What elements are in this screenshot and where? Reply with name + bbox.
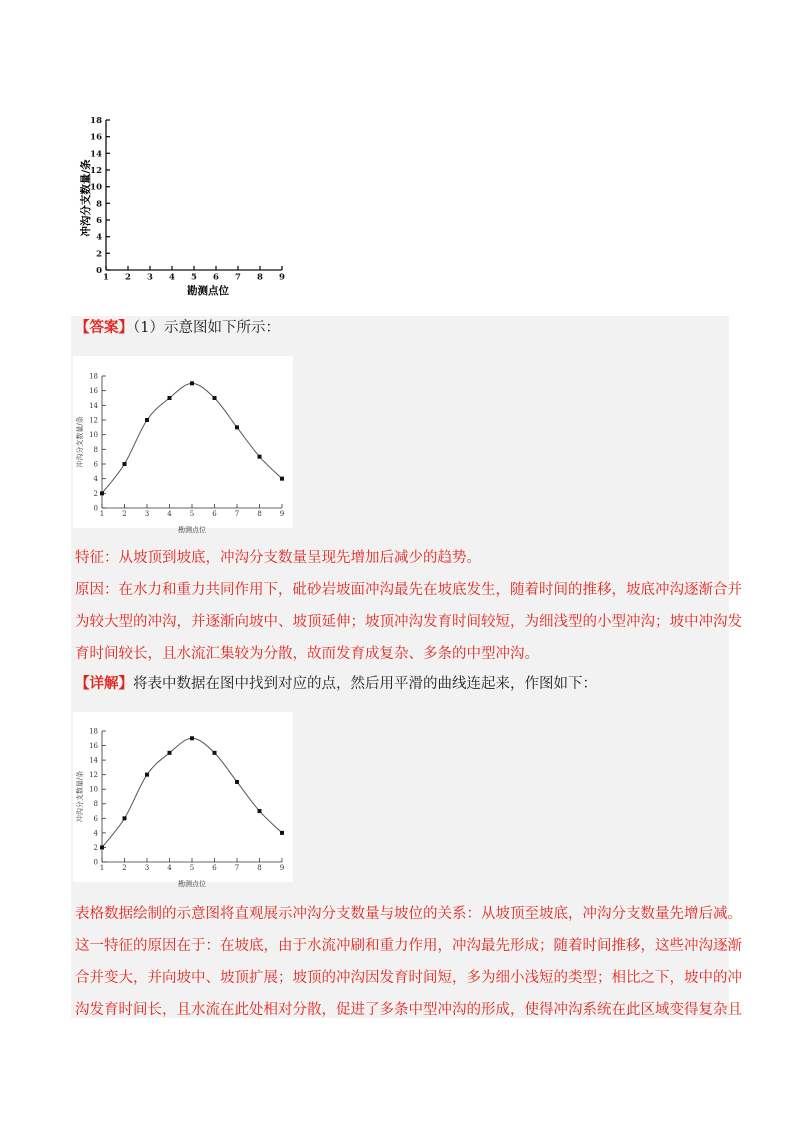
feature-text: 特征：从坡顶到坡底，冲沟分支数量呈现先增加后减少的趋势。 (75, 550, 481, 566)
data-point (213, 396, 217, 400)
y-tick-label: 0 (93, 504, 98, 513)
y-tick-label: 14 (90, 149, 102, 160)
data-point (213, 751, 217, 755)
x-tick-label: 8 (257, 510, 262, 518)
data-point (190, 381, 194, 385)
y-tick-label: 14 (89, 756, 98, 765)
data-point (145, 773, 149, 777)
answer-heading (75, 318, 280, 338)
x-axis-label: 勘测点位 (178, 880, 206, 888)
x-tick-label: 2 (122, 510, 127, 518)
x-tick-label: 9 (279, 864, 285, 872)
y-tick-label: 0 (96, 265, 102, 276)
y-tick-label: 4 (93, 829, 98, 838)
y-tick-label: 8 (96, 199, 102, 210)
data-point (258, 809, 262, 813)
detail-chart-image (73, 712, 293, 888)
y-tick-label: 12 (90, 165, 102, 176)
data-point (123, 816, 127, 820)
y-tick-label: 10 (89, 431, 98, 440)
answer-intro: （1）示意图如下所示： (133, 320, 280, 336)
y-axis-label: 冲沟分支数量/条 (80, 159, 92, 237)
data-point (123, 462, 127, 466)
x-tick-label: 3 (147, 272, 153, 283)
x-tick-label: 8 (257, 864, 262, 872)
detail-line-2: 这一特征的原因在于：在坡底，由于水流冲刷和重力作用，冲沟最先形成；随着时间推移，这些冲沟逐渐 (75, 938, 742, 954)
reason-line-2: 为较大型的冲沟，并逐渐向坡中、坡顶延伸；坡顶冲沟发育时间较短，为细浅型的小型冲沟；坡中冲沟发 (75, 614, 742, 630)
detail-line-3: 合并变大，并向坡中、坡顶扩展；坡顶的冲沟因发育时间短，多为细小浅短的类型；相比之下，坡中的冲 (75, 970, 742, 986)
y-axis-label: 冲沟分支数量/条 (76, 416, 84, 468)
detail-tag: 【详解】 (75, 675, 133, 692)
blank-chart-svg (75, 108, 300, 303)
detail-line-1: 表格数据绘制的示意图将直观展示冲沟分支数量与坡位的关系：从坡顶至坡底，冲沟分支数量先增后减。 (75, 906, 742, 922)
series-line (102, 738, 282, 847)
y-tick-label: 12 (89, 416, 98, 425)
x-tick-label: 2 (125, 272, 131, 283)
x-tick-label: 4 (167, 510, 172, 518)
data-point (235, 780, 239, 784)
data-point (100, 491, 104, 495)
answer-panel (71, 316, 742, 1018)
x-axis-label: 勘测点位 (178, 526, 206, 534)
y-axis-label: 冲沟分支数量/条 (76, 770, 84, 823)
y-tick-label: 10 (89, 785, 98, 794)
x-tick-label: 5 (189, 864, 195, 872)
x-tick-label: 7 (234, 510, 240, 518)
y-tick-label: 2 (93, 843, 98, 852)
y-tick-label: 18 (89, 372, 98, 381)
y-tick-label: 2 (93, 489, 98, 498)
x-tick-label: 6 (213, 272, 219, 283)
x-tick-label: 1 (99, 510, 105, 518)
answer-chart-image (73, 356, 293, 534)
x-tick-label: 9 (279, 272, 285, 283)
x-tick-label: 2 (122, 864, 127, 872)
series-line (102, 383, 282, 493)
y-tick-label: 8 (93, 445, 98, 454)
y-tick-label: 18 (89, 727, 98, 736)
y-tick-label: 16 (90, 132, 102, 143)
y-tick-label: 16 (89, 742, 98, 751)
blank-chart (75, 108, 300, 303)
x-tick-label: 7 (234, 864, 240, 872)
data-point (100, 845, 104, 849)
detail-heading (75, 674, 597, 694)
y-tick-label: 12 (89, 771, 98, 780)
data-point (235, 425, 239, 429)
x-axis-label: 勘测点位 (187, 285, 229, 297)
y-tick-label: 6 (96, 215, 102, 226)
data-point (190, 736, 194, 740)
y-tick-label: 4 (93, 475, 98, 484)
y-tick-label: 18 (90, 115, 102, 126)
y-tick-label: 2 (96, 249, 102, 260)
y-tick-label: 16 (89, 387, 98, 396)
y-tick-label: 6 (93, 460, 98, 469)
x-tick-label: 3 (144, 864, 150, 872)
data-point (145, 418, 149, 422)
detail-line-4: 沟发育时间长，且水流在此处相对分散，促进了多条中型冲沟的形成，使得冲沟系统在此区域变得复杂且 (75, 1002, 742, 1018)
x-tick-label: 3 (144, 510, 150, 518)
x-tick-label: 6 (212, 864, 217, 872)
detail-chart-svg (73, 712, 293, 888)
x-tick-label: 1 (99, 864, 105, 872)
y-tick-label: 10 (90, 182, 102, 193)
x-tick-label: 8 (257, 272, 263, 283)
x-tick-label: 4 (169, 272, 175, 283)
data-point (168, 751, 172, 755)
y-tick-label: 14 (89, 401, 98, 410)
x-tick-label: 9 (279, 510, 285, 518)
data-point (168, 396, 172, 400)
data-point (280, 831, 284, 835)
answer-tag: 【答案】 (75, 319, 133, 336)
reason-line-3: 育时间较长，且水流汇集较为分散，故而发育成复杂、多条的中型冲沟。 (75, 646, 539, 662)
x-tick-label: 5 (191, 272, 197, 283)
x-tick-label: 7 (235, 272, 241, 283)
data-point (280, 477, 284, 481)
y-tick-label: 6 (93, 814, 98, 823)
x-tick-label: 1 (103, 272, 109, 283)
x-tick-label: 6 (212, 510, 217, 518)
data-point (258, 455, 262, 459)
reason-line-1: 原因：在水力和重力共同作用下，砒砂岩坡面冲沟最先在坡底发生，随着时间的推移，坡底冲沟逐渐合并 (75, 582, 742, 598)
y-tick-label: 8 (93, 800, 98, 809)
answer-chart-svg (73, 356, 293, 534)
x-tick-label: 4 (167, 864, 172, 872)
y-tick-label: 4 (96, 232, 102, 243)
x-tick-label: 5 (189, 510, 195, 518)
y-tick-label: 0 (93, 858, 98, 867)
detail-text: 将表中数据在图中找到对应的点，然后用平滑的曲线连起来，作图如下： (133, 676, 597, 692)
